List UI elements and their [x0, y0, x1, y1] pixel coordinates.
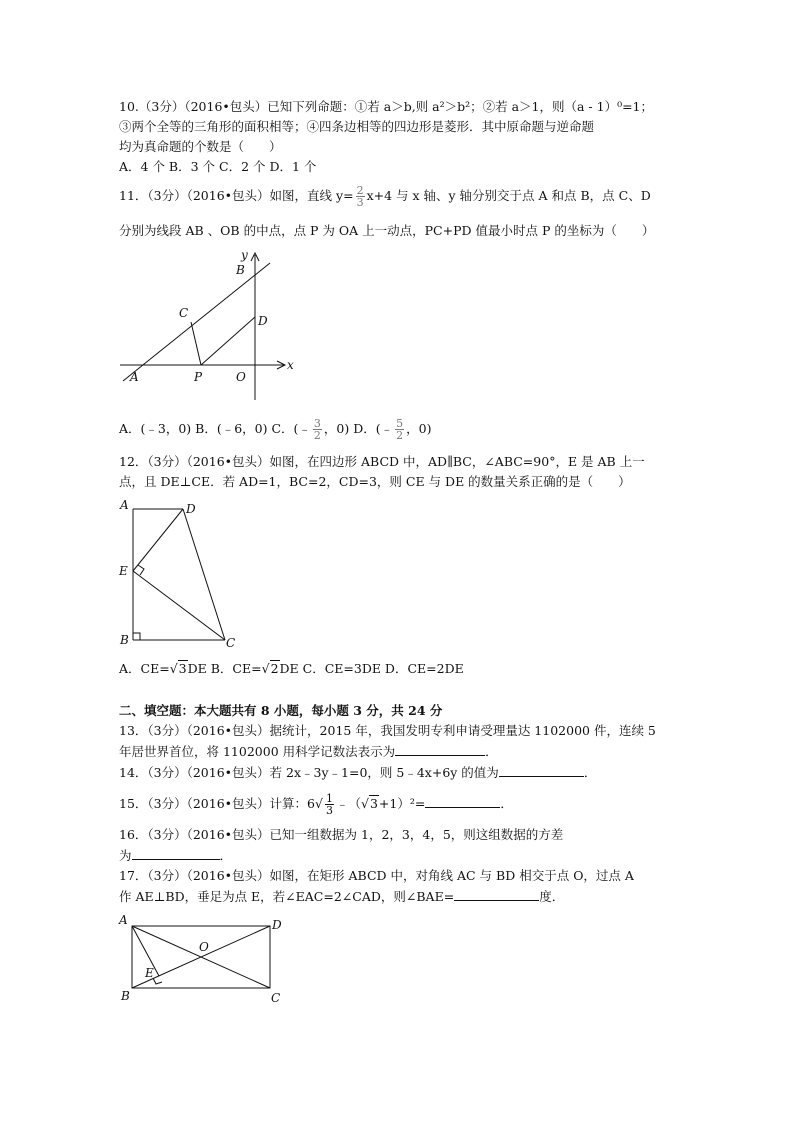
q11-text-a: 11．（3分）（2016•包头）如图，直线 y=: [119, 188, 354, 203]
q17-figure: [115, 910, 300, 1010]
q17-end: 度．: [539, 889, 565, 904]
q11-frac-den: 3: [356, 196, 364, 209]
q17-right-angle-e: [153, 978, 162, 984]
q11-segment-pd: [201, 317, 255, 365]
q13-line2: [119, 743, 498, 760]
q12-right-angle-e: [138, 565, 144, 575]
q16-line1: 16．（3分）（2016•包头）已知一组数据为 1，2，3，4，5，则这组数据的方差: [119, 827, 564, 842]
q11-label-O: O: [236, 370, 246, 384]
q12-sqrt2: √2: [261, 661, 279, 676]
q12-label-C: C: [226, 636, 236, 650]
q12-options: [119, 661, 464, 677]
q16-answer-blank[interactable]: [132, 847, 220, 860]
q14-line: [119, 764, 596, 781]
q16-end: ．: [219, 848, 233, 863]
q15-text-b: ﹣（: [335, 796, 361, 811]
q15-end: ．: [500, 796, 513, 811]
q12-figure: [115, 495, 245, 655]
q11-text-b: x+4 与 x 轴、y 轴分别交于点 A 和点 B，点 C、D: [366, 188, 651, 203]
q11-line2: 分别为线段 AB 、OB 的中点，点 P 为 OA 上一动点，PC+PD 值最小时点 P 的坐标为（ ）: [119, 223, 655, 238]
q17-line2: [119, 888, 564, 905]
q12-line2: 点，且 DE⊥CE．若 AD=1，BC=2，CD=3，则 CE 与 DE 的数量关系正确的是（ ）: [119, 474, 631, 489]
q11-optc-frac: [313, 418, 322, 441]
q12-sqrt2-rad: 2: [270, 661, 279, 676]
q12-sqrt3-rad: 3: [178, 661, 187, 676]
q12-label-B: B: [120, 633, 129, 647]
q11-label-A: A: [130, 370, 139, 384]
q10-line1: 10.（3分）（2016•包头）已知下列命题：①若 a＞b,则 a²＞b²；②若 a＞1，则（a - 1）⁰=1；: [119, 99, 654, 114]
q12-label-A: A: [120, 498, 129, 512]
q12-segment-ed: [133, 509, 183, 571]
q12-side-dc: [183, 509, 225, 640]
q11-line-ab: [123, 263, 270, 381]
q17-label-O: O: [199, 940, 209, 954]
q11-opt-cd: ，0) D．(﹣: [323, 421, 394, 436]
q16-line2: [119, 847, 232, 864]
q17-label-B: B: [121, 989, 130, 1003]
q12-optB-pre: DE B．CE=: [187, 661, 262, 676]
q10-line3: 均为真命题的个数是（ ）: [119, 139, 282, 154]
q12-label-E: E: [119, 564, 128, 578]
q11-label-D: D: [258, 314, 268, 328]
q11-opt-ab: A．(﹣3，0) B．(﹣6，0) C．(﹣: [119, 421, 311, 436]
q17-label-D: D: [272, 918, 282, 932]
q17-answer-blank[interactable]: [454, 888, 539, 901]
q12-right-angle-b: [133, 633, 140, 640]
q11-optd-num: 5: [396, 417, 404, 430]
q15-sqrt3: √3: [360, 796, 378, 811]
q17-label-C: C: [271, 991, 281, 1005]
q11-opt-end: ，0): [406, 421, 432, 436]
q11-optd-frac: [395, 418, 404, 441]
q15-sqrt-frac: √ $\frac{1}{3}$: [315, 792, 333, 817]
q15-rad2: 3: [369, 796, 378, 811]
q17-label-E: E: [145, 966, 154, 980]
q11-optc-num: 3: [313, 417, 321, 430]
q12-segment-ec: [133, 571, 225, 640]
q10-line2: ③两个全等的三角形的面积相等；④四条边相等的四边形是菱形．其中原命题与逆命题: [119, 119, 595, 134]
q15-rad1-den: 3: [325, 804, 333, 817]
q16-text: 为: [119, 848, 132, 863]
q11-line1: [119, 185, 651, 208]
q15-text-a: 15．（3分）（2016•包头）计算：6: [119, 796, 315, 811]
q11-optc-den: 2: [313, 429, 321, 442]
q11-label-x: x: [287, 358, 294, 372]
q11-optd-den: 2: [396, 429, 404, 442]
q17-label-A: A: [119, 913, 128, 927]
q14-answer-blank[interactable]: [499, 764, 584, 777]
q12-line1: 12．（3分）（2016•包头）如图，在四边形 ABCD 中，AD∥BC，∠ABC=90°，E 是 AB 上一: [119, 454, 645, 469]
q14-end: ．: [583, 765, 597, 780]
q12-optA-pre: A．CE=: [119, 661, 170, 676]
q11-figure: [115, 245, 300, 405]
q11-segment-cp: [191, 322, 201, 365]
q14-text: 14．（3分）（2016•包头）若 2x﹣3y﹣1=0，则 5﹣4x+6y 的值为: [119, 765, 499, 780]
q10-options: A．4 个 B．3 个 C．2 个 D．1 个: [119, 159, 317, 174]
q15-answer-blank[interactable]: [425, 795, 500, 808]
section2-heading: 二、填空题：本大题共有 8 小题，每小题 3 分，共 24 分: [119, 703, 443, 718]
q11-label-B: B: [236, 263, 245, 277]
q11-label-C: C: [179, 306, 189, 320]
q11-options: [119, 418, 431, 441]
q13-answer-blank[interactable]: [395, 743, 485, 756]
q11-label-P: P: [194, 370, 203, 384]
q12-label-D: D: [186, 502, 196, 516]
q15-line: [119, 793, 513, 816]
q17-line1: 17．（3分）（2016•包头）如图，在矩形 ABCD 中，对角线 AC 与 BD 相交于点 O，过点 A: [119, 868, 634, 883]
q12-opt-rest: DE C．CE=3DE D．CE=2DE: [279, 661, 464, 676]
q15-text-c: +1）²=: [378, 796, 426, 811]
q11-fraction: [356, 185, 365, 208]
q13-end: ．: [485, 744, 498, 759]
q17-text: 作 AE⊥BD，垂足为点 E，若∠EAC=2∠CAD，则∠BAE=: [119, 889, 455, 904]
q13-line1: 13．（3分）（2016•包头）据统计，2015 年，我国发明专利申请受理量达 1102000 件，连续 5: [119, 723, 656, 738]
q13-text: 年居世界首位，将 1102000 用科学记数法表示为: [119, 744, 396, 759]
q12-sqrt3: √3: [169, 661, 187, 676]
q11-label-y: y: [241, 248, 248, 262]
q15-rad1-num: 1: [325, 792, 333, 805]
q11-frac-num: 2: [356, 184, 364, 197]
